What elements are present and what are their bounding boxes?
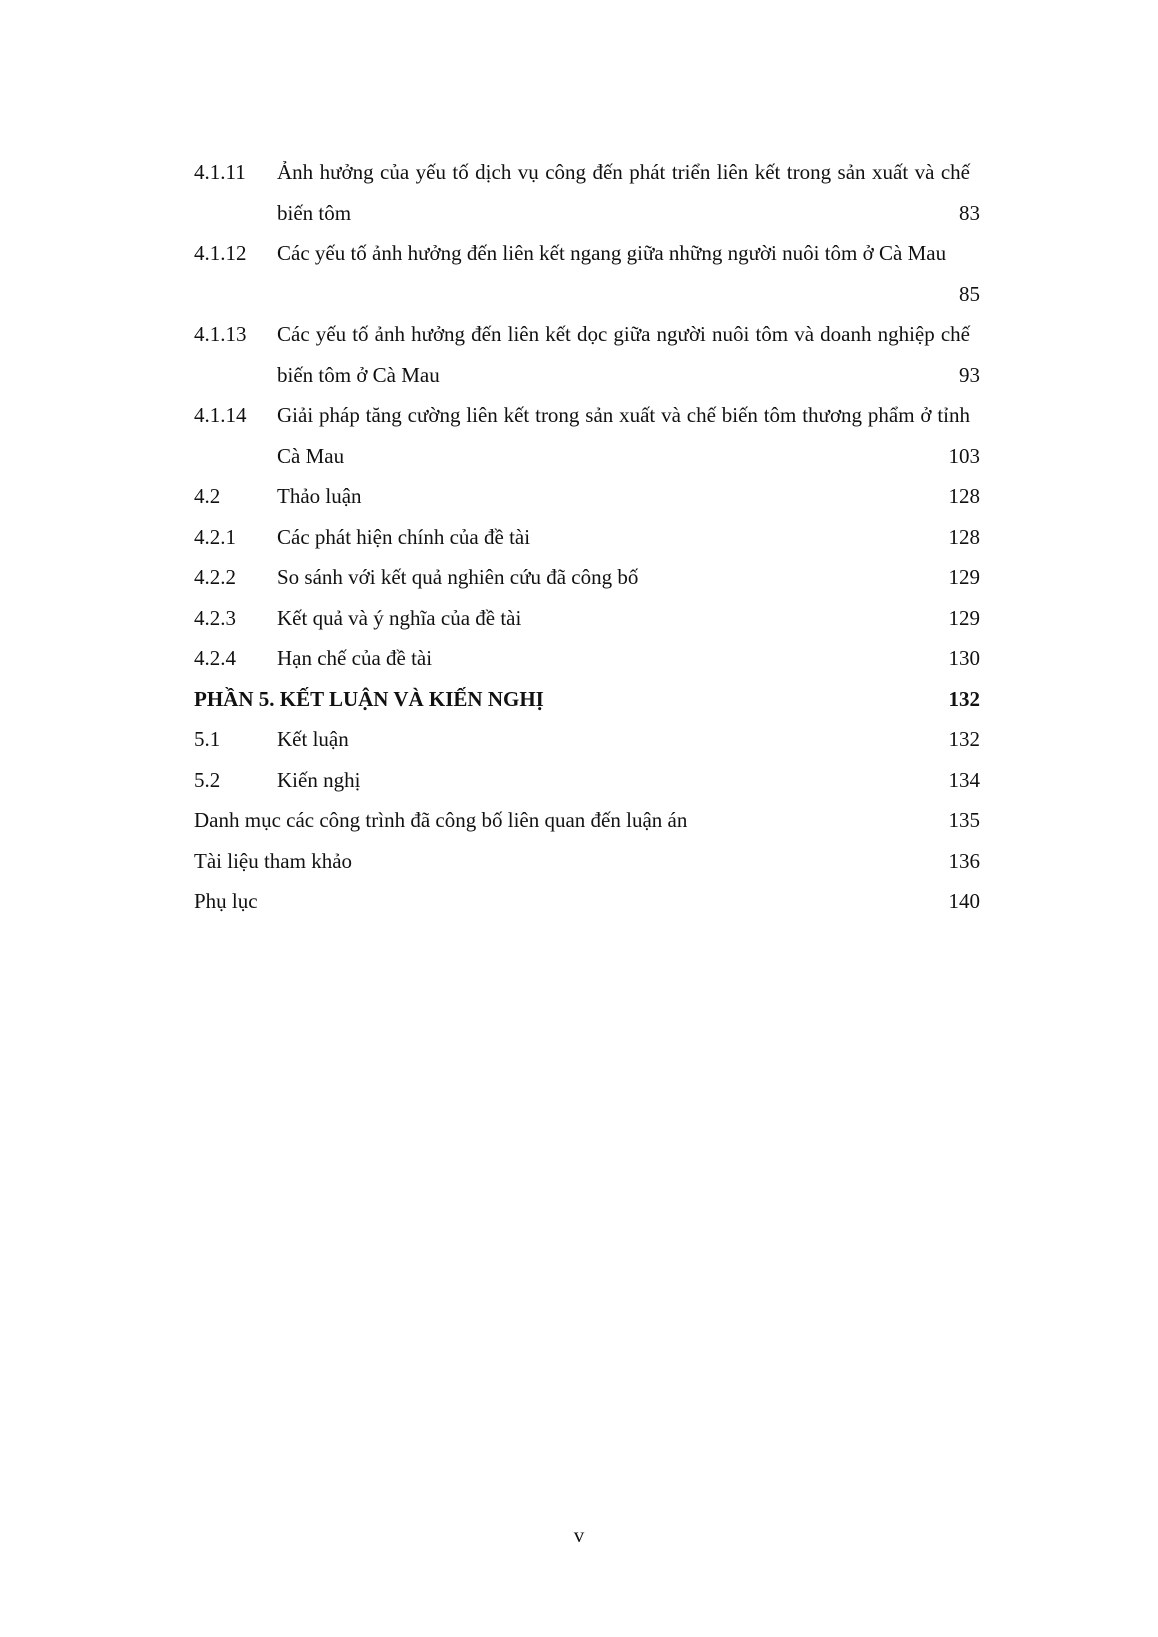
toc-entry-4-1-14[interactable] (0, 395, 1158, 476)
toc-entry-4-2-1[interactable] (0, 517, 1158, 558)
toc-entry-page: 136 (948, 848, 980, 873)
toc-entry-number: 5.2 (194, 767, 221, 792)
toc-entry-number: 4.2.4 (194, 646, 236, 670)
toc-entry-4-1-11[interactable] (0, 152, 1158, 233)
toc-entry-title: Tài liệu tham khảo (194, 848, 353, 873)
toc-entry-4-2[interactable] (0, 476, 1158, 517)
toc-entry-appendix[interactable] (0, 881, 1158, 922)
toc-entry-4-2-2[interactable] (0, 557, 1158, 598)
toc-entry-references[interactable] (0, 841, 1158, 882)
toc-entry-title: Ảnh hưởng của yếu tố dịch vụ công đến phát triển liên kết trong sản xuất và chế biến tôm (277, 160, 970, 225)
toc-entry-page: 128 (948, 484, 980, 508)
toc-entry-4-2-4[interactable] (0, 638, 1158, 679)
toc-entry-page: 130 (948, 646, 980, 670)
toc-entry-number: 4.2 (194, 484, 221, 508)
toc-entry-page: 129 (948, 605, 980, 630)
toc-entry-publications[interactable] (0, 800, 1158, 841)
toc-entry-4-1-12[interactable] (0, 233, 1158, 314)
toc-entry-number: 5.1 (194, 727, 221, 751)
toc-entry-title: Các yếu tố ảnh hưởng đến liên kết dọc giữa người nuôi tôm và doanh nghiệp chế biến tôm ở Cà Mau (277, 322, 970, 387)
toc-entry-title: Kết luận (277, 727, 349, 751)
toc-entry-page: 103 (948, 443, 980, 468)
toc-entry-number: 4.2.1 (194, 524, 236, 549)
toc-entry-title: Thảo luận (277, 484, 362, 508)
toc-entry-number: 4.1.14 (194, 403, 247, 427)
toc-entry-4-2-3[interactable] (0, 598, 1158, 639)
toc-entry-page: 128 (948, 524, 980, 549)
table-of-contents (0, 152, 1158, 922)
toc-entry-number: 4.1.13 (194, 322, 247, 346)
toc-entry-5-2[interactable] (0, 760, 1158, 801)
toc-entry-page: 132 (948, 686, 980, 711)
toc-entry-page: 85 (959, 281, 980, 306)
toc-entry-title: So sánh với kết quả nghiên cứu đã công bố (277, 565, 639, 589)
toc-entry-title: Giải pháp tăng cường liên kết trong sản xuất và chế biến tôm thương phẩm ở tỉnh Cà Mau (277, 403, 970, 468)
toc-entry-4-1-13[interactable] (0, 314, 1158, 395)
toc-entry-5-1[interactable] (0, 719, 1158, 760)
toc-entry-page: 135 (948, 808, 980, 832)
toc-entry-page: 83 (959, 200, 980, 225)
toc-entry-title: Hạn chế của đề tài (277, 646, 433, 670)
toc-entry-title: Kết quả và ý nghĩa của đề tài (277, 605, 522, 630)
toc-entry-page: 93 (959, 362, 980, 387)
toc-entry-title: Các yếu tố ảnh hưởng đến liên kết ngang giữa những người nuôi tôm ở Cà Mau (277, 241, 947, 265)
toc-entry-page: 129 (948, 565, 980, 589)
toc-entry-part-5[interactable] (0, 679, 1158, 720)
toc-section-heading: PHẦN 5. KẾT LUẬN VÀ KIẾN NGHỊ (194, 686, 544, 711)
toc-entry-title: Kiến nghị (277, 767, 361, 792)
toc-entry-title: Danh mục các công trình đã công bố liên quan đến luận án (194, 808, 688, 832)
toc-entry-title: Các phát hiện chính của đề tài (277, 524, 531, 549)
toc-entry-number: 4.1.11 (194, 160, 246, 184)
page-number: v (573, 1523, 585, 1547)
toc-entry-title: Phụ lục (194, 889, 258, 913)
toc-entry-page: 140 (948, 889, 980, 913)
toc-entry-page: 134 (948, 767, 980, 792)
toc-entry-number: 4.2.3 (194, 605, 236, 630)
toc-entry-page: 132 (948, 727, 980, 751)
toc-entry-number: 4.2.2 (194, 565, 236, 589)
toc-entry-number: 4.1.12 (194, 241, 247, 265)
